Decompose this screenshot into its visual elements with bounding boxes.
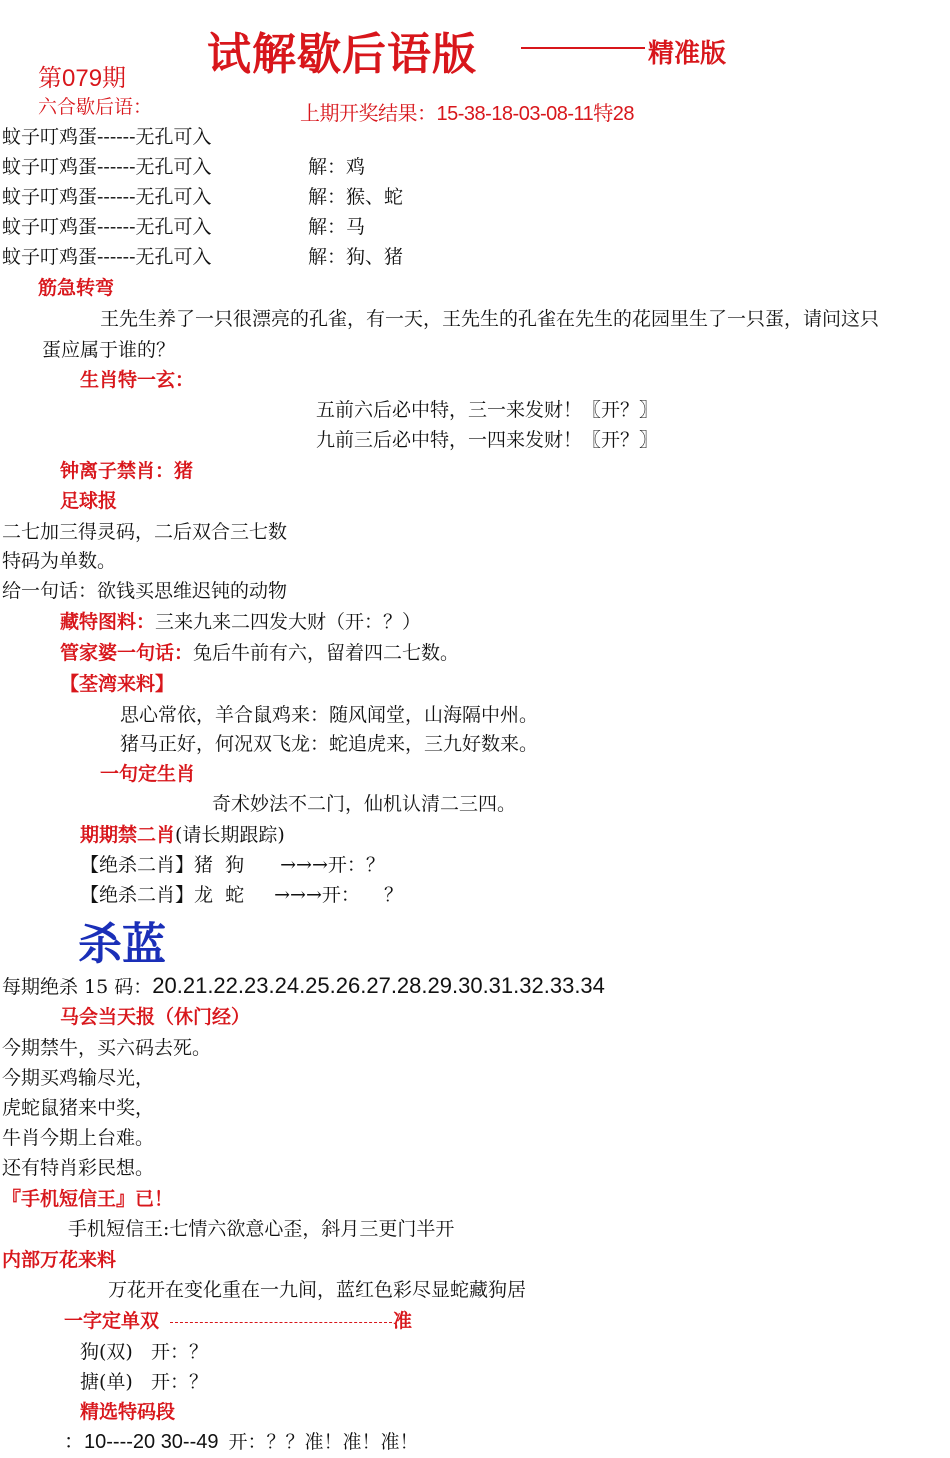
- liuhe-line: 蚊子叮鸡蛋------无孔可入: [2, 216, 212, 238]
- liuhe-line: 蚊子叮鸡蛋------无孔可入: [2, 126, 212, 148]
- zhongli-heading: 钟离子禁肖：猪: [60, 460, 194, 482]
- liuhe-heading: 六合歇后语：: [38, 96, 153, 118]
- qiqi-row-2-tail: →→→开： ？: [274, 884, 404, 906]
- cangte-label: 藏特图料：: [60, 611, 156, 633]
- liuhe-answer: 解：马: [308, 216, 366, 238]
- mahui-line: 还有特肖彩民想。: [2, 1157, 155, 1179]
- danshuang-heading: 一字定单双: [64, 1310, 160, 1332]
- cangte: [60, 607, 421, 637]
- danshuang-row-2: 搪(单) 开：？: [80, 1371, 208, 1393]
- qiqi-row-1-tail: →→→开：？: [280, 854, 385, 876]
- quanwan-line-2: 猪马正好，何况双飞龙：蛇追虎来，三九好数来。: [120, 733, 539, 755]
- danshuang-dash: [170, 1322, 392, 1324]
- kill-row: [2, 971, 605, 1002]
- qiqi-row-2: [80, 880, 403, 910]
- football-line-2: 特码为单数。: [2, 550, 117, 572]
- segment-numbers: ：10----20 30--49: [64, 1431, 219, 1453]
- zodiac-line-1: 五前六后必中特，三一来发财！〖开？〗: [316, 399, 659, 421]
- liuhe-line: 蚊子叮鸡蛋------无孔可入: [2, 246, 212, 268]
- title-suffix: 精准版: [648, 39, 727, 69]
- football-heading: 足球报: [60, 490, 118, 512]
- qiqi-row-1-label: 【绝杀二肖】: [80, 854, 195, 876]
- page-title: 试解歇后语版: [207, 29, 477, 80]
- zodiac-line-2: 九前三后必中特，一四来发财！〖开？〗: [316, 429, 659, 451]
- qiqi-row-1-animals: 猪 狗: [194, 854, 245, 876]
- mahui-line: 今期买鸡输尽光，: [2, 1067, 155, 1089]
- liuhe-answer: 解：鸡: [308, 156, 366, 178]
- result-value: 15-38-18-03-08-11特28: [436, 103, 635, 125]
- liuhe-answer: 解：猴、蛇: [308, 186, 404, 208]
- liuhe-answer: 解：狗、猪: [308, 246, 404, 268]
- wanhua-heading: 内部万花来料: [2, 1249, 117, 1271]
- segment-tail: 开：？？准！准！准！: [228, 1431, 419, 1453]
- yiju-text: 奇术妙法不二门，仙机认清二三四。: [212, 793, 517, 815]
- brain-heading: 筋急转弯: [38, 277, 115, 299]
- qiqi-row-1: [80, 850, 385, 880]
- result-label: 上期开奖结果：: [300, 103, 437, 125]
- quanwan-line-1: 思心常依，羊合鼠鸡来：随风闻堂，山海隔中州。: [120, 704, 539, 726]
- mahui-line: 虎蛇鼠猪来中奖，: [2, 1097, 155, 1119]
- qiqi-heading-note: (请长期跟踪): [175, 824, 285, 846]
- kill-title: 杀蓝: [78, 919, 166, 970]
- danshuang-row-1: 狗(双) 开：？: [80, 1341, 208, 1363]
- brain-line-1: 王先生养了一只很漂亮的孔雀，有一天，王先生的孔雀在先生的花园里生了一只蛋，请问这只: [100, 308, 880, 330]
- qiqi-row-2-label: 【绝杀二肖】: [80, 884, 195, 906]
- liuhe-line: 蚊子叮鸡蛋------无孔可入: [2, 186, 212, 208]
- danshuang-tail: 准: [393, 1310, 413, 1332]
- qiqi-heading-row: [80, 820, 285, 850]
- kill-label: 每期绝杀 15 码：: [2, 976, 153, 998]
- zodiac-heading: 生肖特一玄：: [80, 369, 195, 391]
- quanwan-heading: 【荃湾来料】: [60, 673, 175, 695]
- guanjia-label: 管家婆一句话：: [60, 642, 194, 664]
- mahui-heading: 马会当天报（休门经）: [60, 1006, 251, 1028]
- segment-heading: 精选特码段: [80, 1401, 176, 1423]
- mahui-line: 牛肖今期上台难。: [2, 1127, 155, 1149]
- segment-row: [64, 1427, 419, 1457]
- mahui-line: 今期禁牛，买六码去死。: [2, 1037, 212, 1059]
- kill-numbers: 20.21.22.23.24.25.26.27.28.29.30.31.32.33.34: [152, 973, 605, 998]
- issue-number: 第079期: [38, 65, 127, 92]
- last-result: [300, 97, 634, 126]
- guanjia-text: 兔后牛前有六，留着四二七数。: [193, 642, 460, 664]
- cangte-text: 三来九来二四发大财（开：？）: [155, 611, 422, 633]
- yiju-heading: 一句定生肖: [100, 763, 196, 785]
- wanhua-text: 万花开在变化重在一九间，蓝红色彩尽显蛇藏狗居: [108, 1279, 527, 1301]
- qiqi-heading: 期期禁二肖: [80, 824, 176, 846]
- sms-text: 手机短信王:七情六欲意心歪，斜月三更门半开: [68, 1218, 455, 1240]
- sms-heading: 『手机短信王』已！: [2, 1188, 174, 1210]
- title-dash: [521, 47, 645, 49]
- football-line-1: 二七加三得灵码，二后双合三七数: [2, 521, 288, 543]
- qiqi-row-2-animals: 龙 蛇: [194, 884, 245, 906]
- brain-line-2: 蛋应属于谁的？: [42, 339, 176, 361]
- guanjia: [60, 638, 459, 668]
- liuhe-line: 蚊子叮鸡蛋------无孔可入: [2, 156, 212, 178]
- football-line-3: 给一句话：欲钱买思维迟钝的动物: [2, 580, 288, 602]
